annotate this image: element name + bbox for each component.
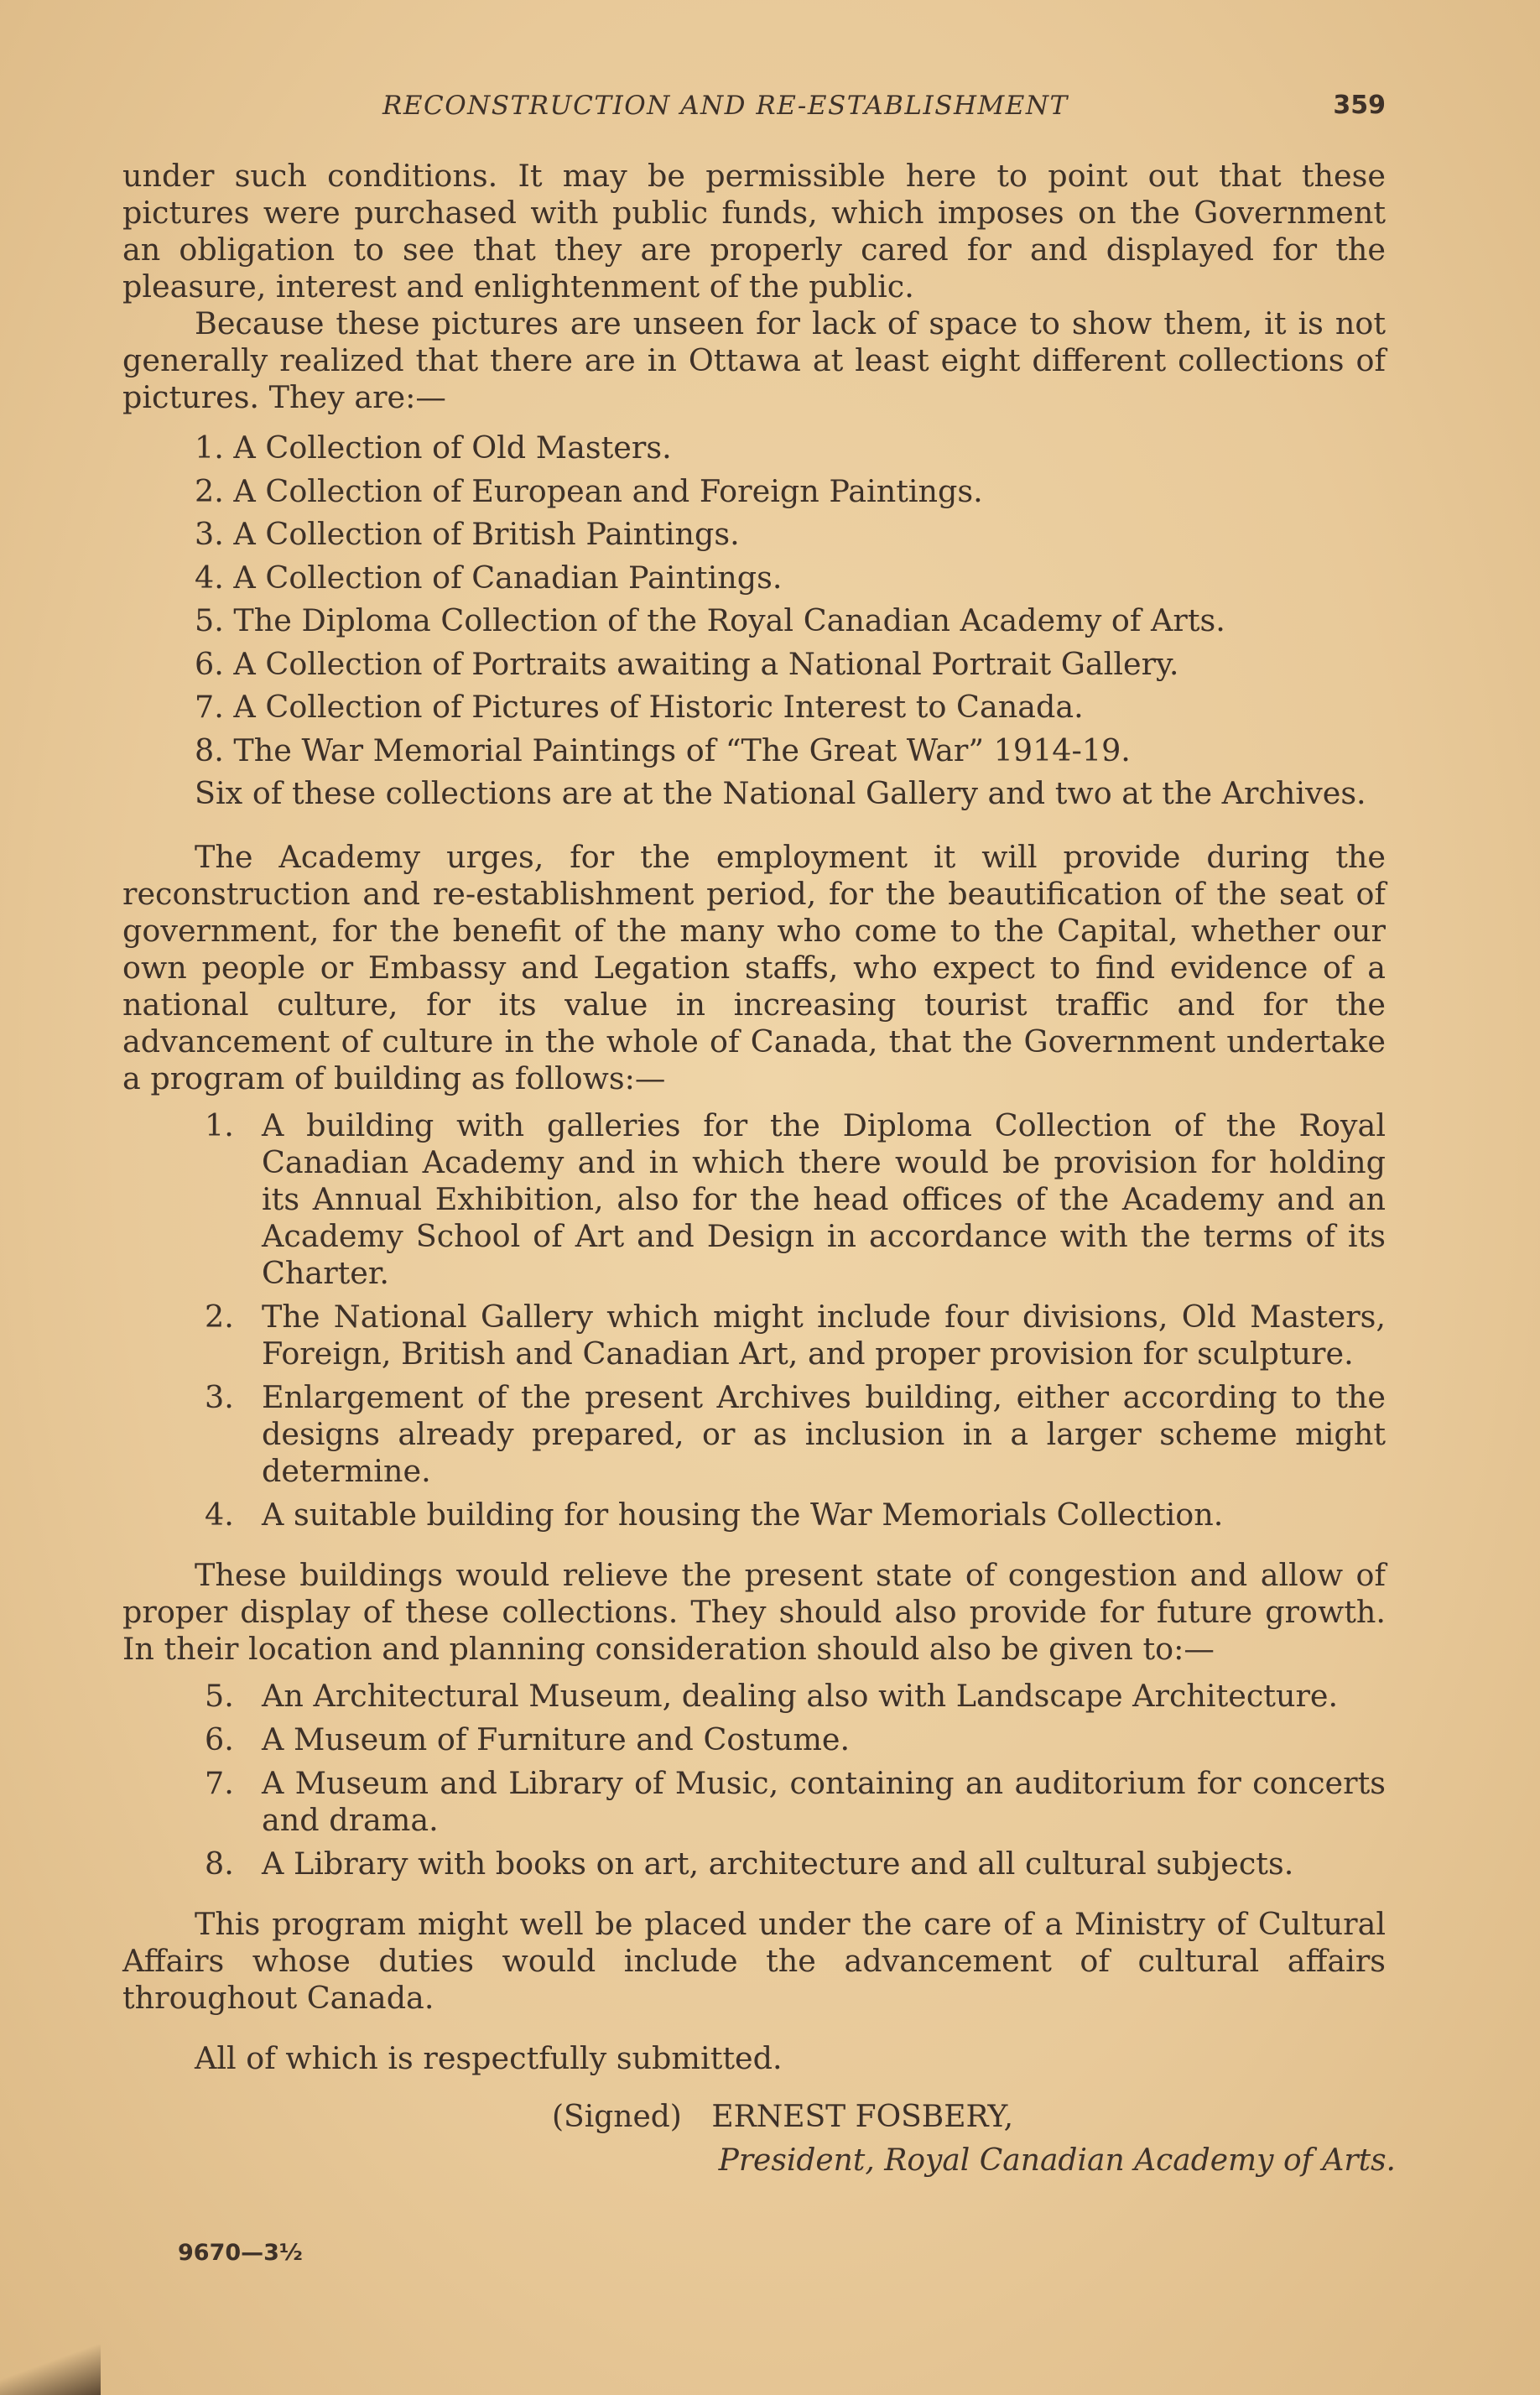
paragraph-continuation: under such conditions. It may be permissible here to point out that these pictures were purchased with public funds, which imposes on the Government an obligation to see that they are properly cared for and displayed for the pleasure, interest and enlightenment of the public. [122, 158, 1386, 305]
page-number: 359 [1333, 91, 1386, 120]
paragraph-buildings-relieve: These buildings would relieve the present state of congestion and allow of proper display of these collections. They should also provide for future growth. In their location and planning consideration should also be given to:— [122, 1556, 1386, 1667]
program-item-text: A suitable building for housing the War Memorials Collection. [262, 1496, 1224, 1533]
paragraph-collections-location: Six of these collections are at the National Gallery and two at the Archives. [195, 775, 1366, 811]
page-header [122, 91, 1386, 128]
program-item-text: A building with galleries for the Diploma Collection of the Royal Canadian Academy and in which there would be provision for holding its Annual Exhibition, also for the head offices of the Academy and an Academy School of Art and Design in accordance with the terms of its Charter. [262, 1106, 1386, 1291]
paragraph-collections-intro: Because these pictures are unseen for lack of space to show them, it is not generally realized that there are in Ottawa at least eight different collections of pictures. They are:— [122, 305, 1386, 415]
collection-item: 2. A Collection of European and Foreign Paintings. [195, 472, 983, 509]
program-item-text: An Architectural Museum, dealing also with Landscape Architecture. [262, 1677, 1339, 1714]
collection-item: 3. A Collection of British Paintings. [195, 516, 740, 552]
program-item-number: 8. [205, 1845, 234, 1882]
program-item-text: A Museum and Library of Music, containing an auditorium for concerts and drama. [262, 1764, 1386, 1838]
paragraph-submitted: All of which is respectfully submitted. [195, 2039, 783, 2076]
program-item-number: 3. [205, 1378, 234, 1415]
page-body [122, 158, 1386, 2077]
program-item [122, 1721, 1386, 1758]
program-item [122, 1846, 1386, 1882]
program-item [122, 1678, 1386, 1715]
program-item [122, 1497, 1386, 1533]
building-program-list [122, 1107, 1386, 1533]
program-item [122, 1107, 1386, 1292]
signatory-name: ERNEST FOSBERY, [711, 2100, 1014, 2134]
collections-list [122, 426, 1386, 772]
program-item-number: 7. [205, 1764, 234, 1801]
collection-item: 8. The War Memorial Paintings of “The Great War” 1914-19. [195, 732, 1131, 768]
program-item [122, 1765, 1386, 1839]
program-item-number: 1. [205, 1106, 234, 1143]
paragraph-ministry: This program might well be placed under the care of a Ministry of Cultural Affairs whose duties would include the advancement of cultural affairs throughout Canada. [122, 1905, 1386, 2016]
program-item [122, 1299, 1386, 1372]
collection-item: 4. A Collection of Canadian Paintings. [195, 559, 783, 596]
printer-code: 9670—3½ [178, 2240, 303, 2266]
signed-label: (Signed) [552, 2100, 682, 2134]
paragraph-academy-urges: The Academy urges, for the employment it will provide during the reconstruction and re-establishment period, for the beautification of the seat of government, for the benefit of the many who come to the Capital, whether our own people or Embassy and Legation staffs, who expect to find evidence of a national culture, for its value in increasing tourist traffic and for the advancement of culture in the whole of Canada, that the Government undertake a program of building as follows:— [122, 838, 1386, 1096]
running-head: RECONSTRUCTION AND RE-ESTABLISHMENT [382, 91, 1069, 121]
program-item-number: 4. [205, 1496, 234, 1533]
collection-item: 5. The Diploma Collection of the Royal Canadian Academy of Arts. [195, 602, 1225, 638]
collection-item: 7. A Collection of Pictures of Historic Interest to Canada. [195, 689, 1084, 725]
page-edge-shadow [0, 2345, 101, 2395]
additional-program-list [122, 1678, 1386, 1882]
collection-item: 6. A Collection of Portraits awaiting a National Portrait Gallery. [195, 645, 1179, 682]
program-item-number: 2. [205, 1298, 234, 1335]
collection-item: 1. A Collection of Old Masters. [195, 430, 672, 466]
program-item-text: A Museum of Furniture and Costume. [262, 1721, 851, 1757]
signatory-title: President, Royal Canadian Academy of Arts. [718, 2143, 1396, 2178]
program-item-text: A Library with books on art, architecture and all cultural subjects. [262, 1845, 1294, 1882]
program-item-text: The National Gallery which might include four divisions, Old Masters, Foreign, British and Canadian Art, and proper provision for sculpture. [262, 1298, 1386, 1372]
signature-line [552, 2099, 1013, 2136]
program-item-text: Enlargement of the present Archives building, either according to the designs already prepared, or as inclusion in a larger scheme might determine. [262, 1378, 1386, 1489]
program-item-number: 5. [205, 1677, 234, 1714]
program-item [122, 1379, 1386, 1490]
program-item-number: 6. [205, 1721, 234, 1757]
